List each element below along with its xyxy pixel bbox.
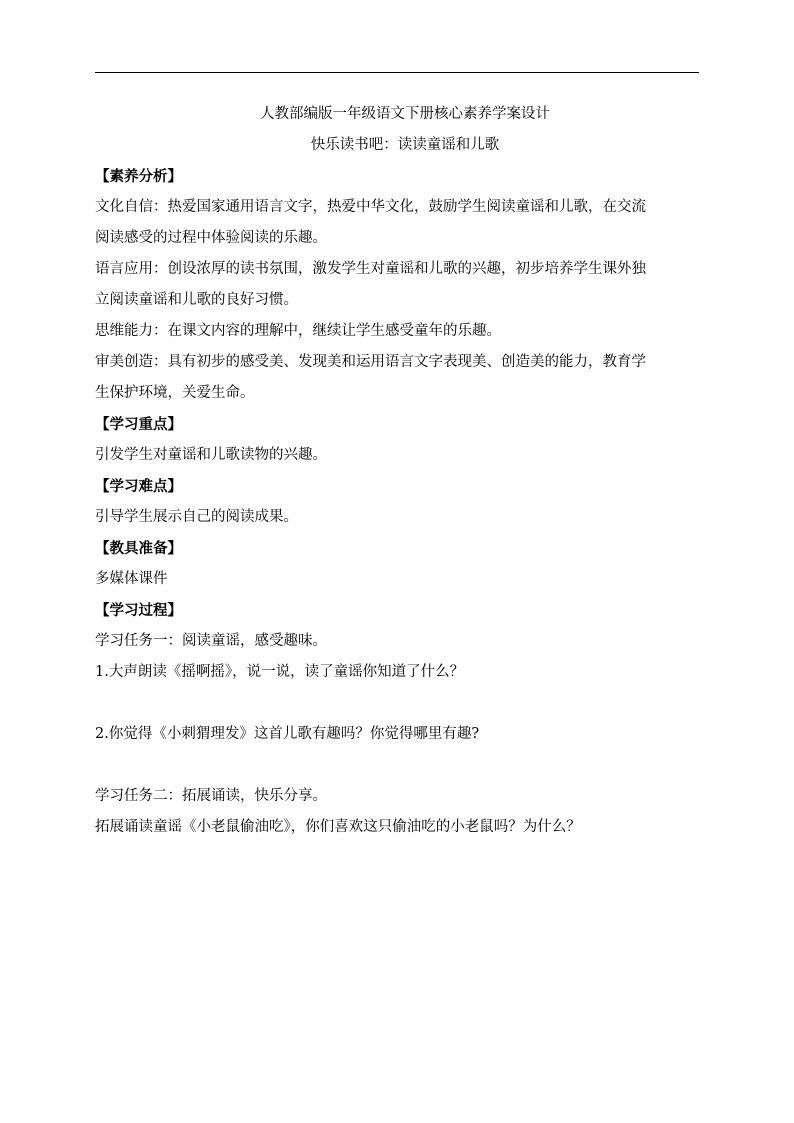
question-one: 1.大声朗读《摇啊摇》，说一说，读了童谣你知道了什么？ [95, 664, 465, 680]
question-three: 拓展诵读童谣《小老鼠偷油吃》，你们喜欢这只偷油吃的小老鼠吗？为什么？ [95, 819, 581, 835]
document-page [95, 99, 705, 843]
paragraph-line: 生保护环境，关爱生命。 [95, 385, 255, 401]
task-one: 学习任务一：阅读童谣，感受趣味。 [95, 633, 327, 649]
heading-literacy-analysis: 【素养分析】 [95, 168, 182, 185]
materials-text: 多媒体课件 [95, 571, 168, 587]
paragraph-line: 立阅读童谣和儿歌的良好习惯。 [95, 292, 298, 308]
heading-process: 【学习过程】 [95, 602, 182, 619]
blank-space [95, 688, 705, 719]
document-subtitle: 快乐读书吧：读读童谣和儿歌 [310, 137, 500, 153]
heading-key-points: 【学习重点】 [95, 416, 182, 433]
question-two: 2.你觉得《小刺猬理发》这首儿歌有趣吗？你觉得哪里有趣? [95, 726, 480, 742]
key-points-text: 引发学生对童谣和儿歌读物的兴趣。 [95, 447, 327, 463]
paragraph-line: 阅读感受的过程中体验阅读的乐趣。 [95, 230, 327, 246]
heading-difficulties: 【学习难点】 [95, 478, 182, 495]
task-two: 学习任务二：拓展诵读，快乐分享。 [95, 788, 327, 804]
paragraph-line: 思维能力：在课文内容的理解中，继续让学生感受童年的乐趣。 [95, 323, 501, 339]
document-title: 人教部编版一年级语文下册核心素养学案设计 [260, 106, 550, 122]
difficulties-text: 引导学生展示自己的阅读成果。 [95, 509, 298, 525]
blank-space [95, 750, 705, 781]
paragraph-line: 语言应用：创设浓厚的读书氛围，激发学生对童谣和儿歌的兴趣，初步培养学生课外独 [95, 261, 646, 277]
paragraph-line: 文化自信：热爱国家通用语言文字，热爱中华文化，鼓励学生阅读童谣和儿歌，在交流 [95, 199, 646, 215]
paragraph-line: 审美创造：具有初步的感受美、发现美和运用语言文字表现美、创造美的能力，教育学 [95, 354, 646, 370]
header-rule [95, 72, 699, 73]
heading-materials: 【教具准备】 [95, 540, 182, 557]
